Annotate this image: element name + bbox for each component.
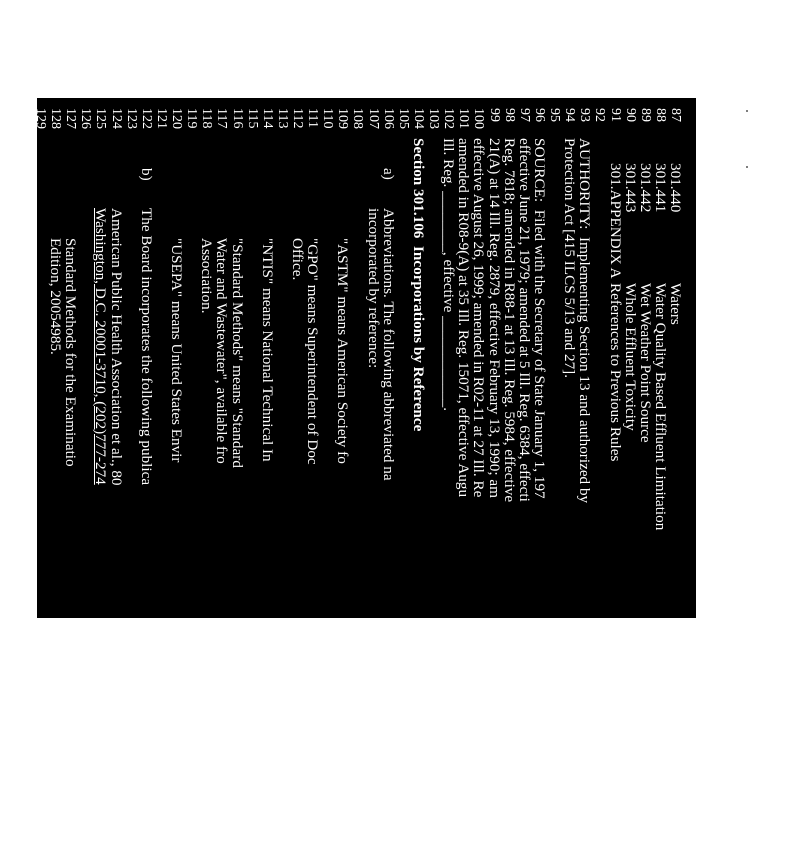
line-text: a) bbox=[379, 168, 397, 180]
line-text: b) bbox=[137, 168, 155, 181]
line-number: 99 bbox=[486, 108, 502, 122]
line-text: Whole Effluent Toxicity bbox=[621, 283, 639, 431]
line-number: 106 bbox=[380, 108, 396, 129]
line-number: 100 bbox=[471, 108, 487, 129]
line-text: Abbreviations. The following abbreviated na bbox=[379, 208, 397, 481]
line-number: 116 bbox=[229, 108, 245, 129]
line-text: effective August 26, 1999; amended in R02-11 at 27 Ill. Re bbox=[470, 138, 488, 498]
line-number: 117 bbox=[214, 108, 230, 129]
line-text: amended in R08-9(A) at 35 Ill. Reg. 15071, effective Augu bbox=[455, 138, 473, 498]
document-line bbox=[623, 98, 638, 858]
line-number: 98 bbox=[501, 108, 517, 122]
document-line bbox=[471, 98, 486, 858]
document-line bbox=[63, 98, 78, 858]
document-line bbox=[502, 98, 517, 858]
line-text: incorporated by reference: bbox=[364, 208, 382, 369]
document-line bbox=[381, 98, 396, 858]
document-line bbox=[169, 98, 184, 858]
line-text: 301.441 bbox=[651, 163, 669, 213]
line-text: "ASTM" means American Society fo bbox=[334, 238, 352, 464]
line-number: 91 bbox=[607, 108, 623, 122]
document-line bbox=[577, 98, 592, 858]
document-line bbox=[366, 98, 381, 858]
scanned-page bbox=[32, 98, 696, 618]
document-line bbox=[93, 98, 108, 858]
line-text: "NTIS" means National Technical In bbox=[258, 238, 276, 462]
line-number: 127 bbox=[63, 108, 79, 129]
line-number: 110 bbox=[320, 108, 336, 129]
line-text: Water Quality Based Effluent Limitation bbox=[651, 283, 669, 531]
line-number: 123 bbox=[123, 108, 139, 129]
line-number: 111 bbox=[305, 108, 321, 128]
line-number: 92 bbox=[592, 108, 608, 122]
line-text: 301.APPENDIX A bbox=[606, 163, 624, 279]
document-line bbox=[638, 98, 653, 858]
line-number: 96 bbox=[531, 108, 547, 122]
document-line bbox=[48, 98, 63, 858]
line-number: 89 bbox=[637, 108, 653, 122]
line-number: 108 bbox=[350, 108, 366, 129]
line-number: 119 bbox=[184, 108, 200, 129]
document-line bbox=[653, 98, 668, 858]
line-number: 87 bbox=[668, 108, 683, 122]
line-number: 104 bbox=[410, 108, 426, 129]
document-line bbox=[275, 98, 290, 858]
line-text: "USEPA" means United States Envir bbox=[168, 238, 186, 463]
line-text: Protection Act [415 ILCS 5/13 and 27]. bbox=[561, 138, 579, 379]
line-text: "Standard Methods" means "Standard bbox=[228, 238, 246, 468]
line-number: 122 bbox=[138, 108, 154, 129]
line-number: 90 bbox=[622, 108, 638, 122]
document-line bbox=[78, 98, 93, 858]
line-number: 126 bbox=[78, 108, 94, 129]
line-text: References to Previous Rules bbox=[606, 283, 624, 462]
line-text: 301.440 bbox=[667, 163, 684, 213]
document-line bbox=[562, 98, 577, 858]
line-text: AUTHORITY: Implementing Section 13 and authorized by bbox=[576, 138, 594, 504]
document-line bbox=[245, 98, 260, 858]
line-text: SOURCE: Filed with the Secretary of State January 1, 197 bbox=[530, 138, 548, 499]
line-text: Office. bbox=[289, 238, 306, 281]
line-text: Standard Methods for the Examinatio bbox=[62, 238, 80, 467]
line-text: Wet Weather Point Source bbox=[636, 283, 654, 443]
line-text: Water and Wastewater", available fro bbox=[213, 238, 231, 464]
line-number: 124 bbox=[108, 108, 124, 129]
line-number: 120 bbox=[169, 108, 185, 129]
document-line bbox=[668, 98, 683, 858]
document-line bbox=[350, 98, 365, 858]
document-line bbox=[592, 98, 607, 858]
line-number: 94 bbox=[562, 108, 578, 122]
scan-speck bbox=[746, 166, 748, 168]
line-text: Edition, 20054985. bbox=[47, 238, 65, 355]
document-line bbox=[335, 98, 350, 858]
line-text: Washington, D.C. 20001-3710, (202)777-274 bbox=[92, 208, 110, 485]
line-number: 113 bbox=[274, 108, 290, 129]
document-line bbox=[260, 98, 275, 858]
line-number: 128 bbox=[48, 108, 64, 129]
line-text: 301.442 bbox=[636, 163, 654, 213]
line-text: Reg. 7818; amended in R88-1 at 13 Ill. Reg. 5984, effective bbox=[500, 138, 518, 503]
line-number: 112 bbox=[290, 108, 305, 129]
document-line bbox=[517, 98, 532, 858]
line-number: 101 bbox=[456, 108, 472, 129]
line-number: 93 bbox=[577, 108, 593, 122]
line-text: American Public Health Association et al., 80 bbox=[107, 208, 125, 486]
rotated-document-text bbox=[32, 98, 696, 618]
document-line bbox=[109, 98, 124, 858]
document-line bbox=[487, 98, 502, 858]
document-line bbox=[411, 98, 426, 858]
line-number: 125 bbox=[93, 108, 109, 129]
document-line bbox=[320, 98, 335, 858]
document-line bbox=[154, 98, 169, 858]
document-line bbox=[124, 98, 139, 858]
line-number: 102 bbox=[441, 108, 457, 129]
document-line bbox=[184, 98, 199, 858]
document-line bbox=[532, 98, 547, 858]
document-line bbox=[547, 98, 562, 858]
line-text: Waters bbox=[667, 283, 684, 325]
document-line bbox=[441, 98, 456, 858]
line-text: The Board incorporates the following publica bbox=[137, 208, 155, 486]
document-line bbox=[230, 98, 245, 858]
line-number: 103 bbox=[426, 108, 442, 129]
line-number: 118 bbox=[199, 108, 215, 129]
document-line bbox=[426, 98, 441, 858]
document-line bbox=[305, 98, 320, 858]
line-number: 95 bbox=[547, 108, 563, 122]
line-text: Association. bbox=[198, 238, 216, 314]
line-text: "GPO" means Superintendent of Doc bbox=[304, 238, 322, 465]
line-text: 21(A) at 14 Ill. Reg. 2879, effective February 13, 1990; am bbox=[485, 138, 503, 498]
line-number: 109 bbox=[335, 108, 351, 129]
document-line bbox=[33, 98, 48, 858]
document-line bbox=[199, 98, 214, 858]
line-number: 115 bbox=[244, 108, 260, 129]
document-line bbox=[290, 98, 305, 858]
line-number: 97 bbox=[516, 108, 532, 122]
line-text: effective June 21, 1979; amended at 5 Ill. Reg. 6384, effecti bbox=[515, 138, 533, 502]
line-text: 301.443 bbox=[621, 163, 639, 213]
document-line bbox=[456, 98, 471, 858]
line-number: 129 bbox=[32, 108, 48, 129]
document-line bbox=[214, 98, 229, 858]
document-line bbox=[139, 98, 154, 858]
scan-speck bbox=[746, 110, 748, 112]
line-text: Section 301.106 Incorporations by Reference bbox=[409, 138, 427, 432]
document-line bbox=[608, 98, 623, 858]
line-text: Ill. Reg. ________, effective ____________. bbox=[440, 138, 458, 412]
line-number: 105 bbox=[395, 108, 411, 129]
line-number: 88 bbox=[652, 108, 668, 122]
line-number: 121 bbox=[153, 108, 169, 129]
line-number: 107 bbox=[365, 108, 381, 129]
line-number: 114 bbox=[259, 108, 275, 129]
document-line bbox=[396, 98, 411, 858]
